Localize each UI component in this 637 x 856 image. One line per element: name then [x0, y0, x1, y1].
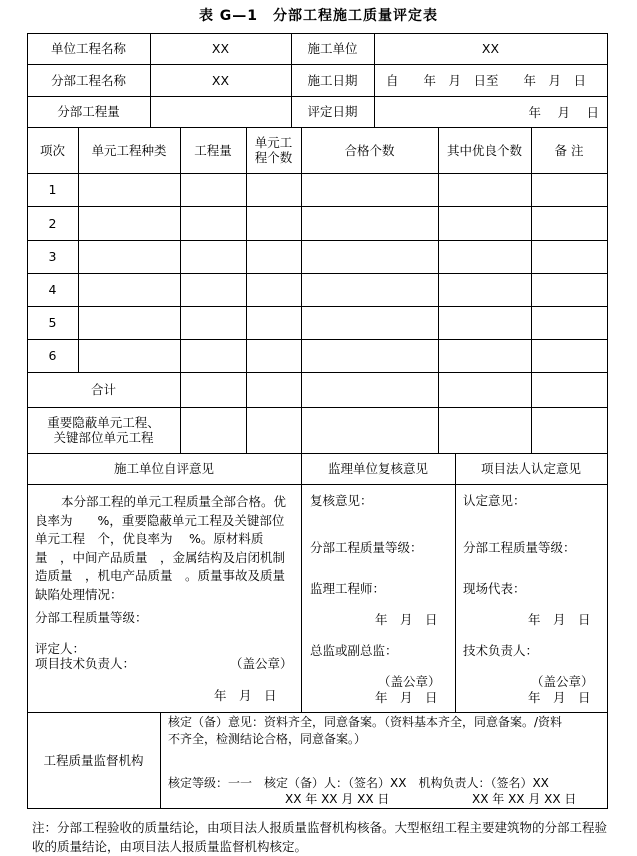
unit-project-value[interactable]: XX — [211, 41, 230, 56]
unit-project-label: 单位工程名称 — [50, 41, 126, 56]
key-units-label: 重要隐蔽单元工程、 关键部位单元工程 — [47, 415, 160, 445]
footnote: 注：分部工程验收的质量结论，由项目法人报质量监督机构核备。大型枢纽工程主要建筑物的分部工程验收的质量结论，由项目法人报质量监督机构核定。 — [32, 820, 608, 854]
total-label: 合计 — [90, 382, 116, 397]
row-number: 4 — [48, 282, 57, 297]
owner-confirm: 认定意见： — [463, 493, 526, 508]
supervision-line-3: 核定等级：一一 核定（备）人：（签名）XX 机构负责人：（签名）XX — [168, 776, 549, 790]
supervisor-chief: 总监或副总监： — [310, 643, 398, 658]
supervision-agency-label: 工程质量监督机构 — [43, 752, 144, 768]
row-number: 3 — [48, 249, 57, 264]
supervision-date-right: XX 年 XX 月 XX 日 — [472, 792, 577, 806]
row-number: 6 — [48, 348, 57, 363]
contractor-label: 施工单位 — [307, 41, 358, 56]
supervisor-engineer: 监理工程师： — [310, 581, 386, 596]
self-eval-body: 本分部工程的单元工程质量全部合格。优良率为 %，重要隐蔽单元工程及关键部位单元工程 个，优良率为 %。原材料质量 ，中间产品质量 ，金属结构及启闭机制造质量 ，机电产品质量 。质量事故及质量缺陷处理情况： — [35, 494, 287, 602]
form-title: 表 G—1 分部工程施工质量评定表 — [198, 8, 439, 24]
quantity-value[interactable] — [150, 96, 291, 127]
owner-date-2: 年 月 日 — [528, 690, 591, 705]
self-eval-title: 施工单位自评意见 — [113, 461, 214, 476]
col-header-qualified: 合格个数 — [344, 142, 395, 158]
col-header-unit-count: 单元工 程个数 — [254, 135, 293, 165]
supervision-date-left: XX 年 XX 月 XX 日 — [285, 792, 390, 806]
owner-tech-lead: 技术负责人： — [463, 643, 539, 658]
supervision-line-1: 核定（备）意见：资料齐全，同意备案。（资料基本齐全，同意备案。/资料 — [168, 715, 563, 729]
quantity-label: 分部工程量 — [57, 104, 120, 119]
col-header-unit-type: 单元工程种类 — [91, 142, 167, 158]
supervisor-review: 复核意见： — [310, 493, 373, 508]
supervisor-seal: （盖公章） — [378, 674, 441, 689]
col-header-quantity: 工程量 — [194, 142, 232, 158]
sub-project-label: 分部工程名称 — [50, 72, 126, 88]
supervisor-date-1: 年 月 日 — [375, 612, 438, 627]
self-tech-lead: 项目技术负责人： — [35, 656, 136, 671]
self-date: 年 月 日 — [214, 688, 277, 703]
supervisor-review-title: 监理单位复核意见 — [327, 461, 428, 476]
sub-project-value[interactable]: XX — [211, 72, 230, 88]
contractor-value[interactable]: XX — [481, 41, 500, 56]
eval-date-label: 评定日期 — [307, 104, 358, 119]
col-header-item: 项次 — [39, 142, 65, 158]
owner-representative: 现场代表： — [463, 581, 526, 596]
owner-seal: （盖公章） — [531, 674, 594, 689]
self-eval-grade: 分部工程质量等级： — [35, 610, 148, 625]
col-header-remarks: 备 注 — [554, 142, 584, 158]
self-seal: （盖公章） — [230, 656, 293, 671]
row-number: 2 — [48, 215, 57, 231]
owner-grade: 分部工程质量等级： — [463, 540, 576, 555]
supervisor-grade: 分部工程质量等级： — [310, 540, 423, 555]
supervisor-date-2: 年 月 日 — [375, 690, 438, 705]
row-number: 5 — [48, 315, 57, 330]
eval-date-value[interactable]: 年 月 日 — [528, 104, 599, 120]
col-header-excellent: 其中优良个数 — [446, 142, 522, 158]
self-evaluator: 评定人： — [35, 641, 86, 656]
supervision-line-2: 不齐全，检测结论合格，同意备案。） — [168, 732, 367, 746]
construction-date-value[interactable]: 自 年 月 日至 年 月 日 — [386, 73, 587, 88]
construction-date-label: 施工日期 — [307, 72, 358, 88]
row-number: 1 — [48, 182, 57, 197]
owner-confirm-title: 项目法人认定意见 — [480, 461, 581, 476]
owner-date-1: 年 月 日 — [528, 612, 591, 627]
